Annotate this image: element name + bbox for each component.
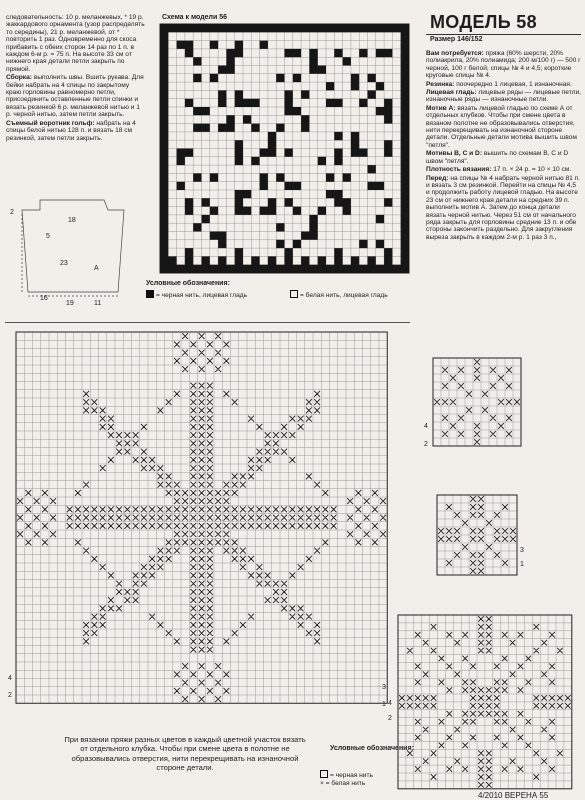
motif-a-text: вязать лицевой гладью по схеме А от отдельных клубков. Чтобы при смене цвета в вязаном полотне не образовывались отверстия, нити перекрещивать на изнаночной стороне детали. Отдельные детали мотива вышить швом "петля".: [426, 104, 577, 149]
pattern-piece-label: 16: [40, 295, 48, 302]
motif-c-chart: [437, 495, 517, 575]
motif-d-chart: [398, 615, 572, 789]
scheme56-legend-title: Условные обозначения:: [146, 280, 230, 287]
motif-a-heading: Мотив А:: [426, 104, 456, 112]
motif-d-label-4: 4: [388, 700, 392, 707]
scheme56-row-label-3: 3: [404, 212, 408, 219]
big-chart-legend-white: × = белая нить: [320, 780, 366, 787]
motif-a-stitches: [17, 333, 386, 702]
assembly-text: выполнить швы. Вшить рукава. Для бейки набрать на 4 спицы по закрытому краю горловины равномерно петли, присоединить оставленные петли спинки и вязать резинкой 6 р. меланжевой нитью и 1 р. черной нитью, затем петли закрыть.: [6, 74, 144, 119]
pattern-piece-label: 11: [94, 300, 102, 307]
pattern-piece-outline: [22, 200, 124, 292]
model-size: Размер 146/152: [430, 36, 483, 43]
scheme56-title: Схема к модели 56: [162, 14, 228, 21]
pattern-piece-label: 19: [66, 300, 74, 307]
assembly-heading: Сборка:: [6, 74, 32, 82]
page-footer: 4/2010 ВЕРЕНА 55: [478, 791, 549, 800]
scheme56-legend-black: = черная нить, лицевая гладь: [146, 290, 247, 299]
motif-a-right-label-3: 3: [382, 684, 386, 691]
scheme56-chart: [160, 24, 409, 273]
motif-a-left-label-2: 2: [8, 692, 12, 699]
motif-b-stitches: [434, 359, 520, 445]
front-heading: Перед:: [426, 174, 449, 182]
materials-text: пряжа (60% шерсти, 20% полиакрила, 20% полиамида; 200 м/100 г) — 500 г черной, 100 г белой; спицы № 4 и 4,5; короткие круговые спицы № 4.: [426, 50, 581, 80]
front-text: на спицы № 4 набрать черной нитью 81 п. и вязать 3 см резинкой. Перейти на спицы № 4,5 и продолжить работу лицевой гладью. На высоте 23 см от нижнего края детали на средних 39 п. выполнить мотив А. Затем до конца детали вязать черной нитью. Через 51 см от начального ряда закрыть для горловины средние 13 п. и обе стороны закончить раздельно. Для закругления выреза закрыть в каждом 2-м р. 1 раз 3 п.,: [426, 174, 581, 241]
gauge-heading: Плотность вязания:: [426, 166, 492, 174]
gauge-text: 17 п. × 24 р. = 10 × 10 см.: [493, 166, 572, 174]
motif-bcd-text: вышить по схемам В, С и D швом "петля".: [426, 150, 569, 165]
left-paragraph-1: следовательность: 10 р. меланжевых, * 19 р. жаккардового орнамента (узор распределять то середины), 21 р. меланжевой, от * повторить 1 раз. Одновременно для скоса прибавить с обеих сторон 14 раз по 1 п. в каждом 6-м р. = 75 п. На высоте 33 см от нижнего края детали петли закрыть по прямой.: [6, 14, 145, 73]
scheme56-legend-white: = белая нить, лицевая гладь: [290, 290, 388, 299]
pattern-piece-diagram: [22, 200, 124, 296]
materials-heading: Вам потребуется:: [426, 50, 484, 57]
motif-b-label-2: 2: [424, 441, 428, 448]
pattern-piece-label: 5: [46, 233, 50, 240]
big-chart-note: При вязании пряжи разных цветов в каждый цветной участок вязать от отдельного клубка. Чтобы при смене цвета в полотне не образовывались отверстия, нити перекрещивать на изнаночной стороне детали.: [64, 735, 306, 773]
big-chart-legend-title: Условные обозначения:: [330, 745, 414, 752]
motif-bcd-heading: Мотивы В, С и D:: [426, 150, 483, 158]
motif-a-right-label-1: 1: [382, 701, 386, 708]
motif-d-label-2: 2: [388, 715, 392, 722]
pattern-piece-label: 18: [68, 217, 76, 224]
model-title: МОДЕЛЬ 58: [430, 12, 537, 32]
rib-text: поочередно 1 лицевая, 1 изнаночная.: [456, 80, 572, 88]
pattern-piece-label: A: [94, 265, 99, 272]
motif-c-label-3: 3: [520, 547, 524, 554]
stockinette-text: лицевые ряды — лицевые петли, изнаночные ряды — изнаночные петли.: [426, 89, 581, 104]
collar-text: набрать на 4 спицы белой нитью 128 п. и вязать 18 см резинкой, затем петли закрыть.: [6, 119, 136, 142]
motif-a-left-label-4: 4: [8, 675, 12, 682]
scheme56-row-label-1: 1: [404, 235, 408, 242]
collar-heading: Съемный воротник гольф:: [6, 119, 95, 127]
pattern-piece-label: 2: [10, 209, 14, 216]
stockinette-heading: Лицевая гладь:: [426, 89, 477, 97]
big-chart-legend-black: = черная нить: [320, 770, 373, 779]
rib-heading: Резинка:: [426, 80, 455, 88]
motif-b-chart: [433, 358, 521, 446]
pattern-piece-label: 23: [60, 260, 68, 267]
motif-c-label-1: 1: [520, 561, 524, 568]
motif-b-label-4: 4: [424, 423, 428, 430]
motif-a-chart: [16, 332, 387, 703]
